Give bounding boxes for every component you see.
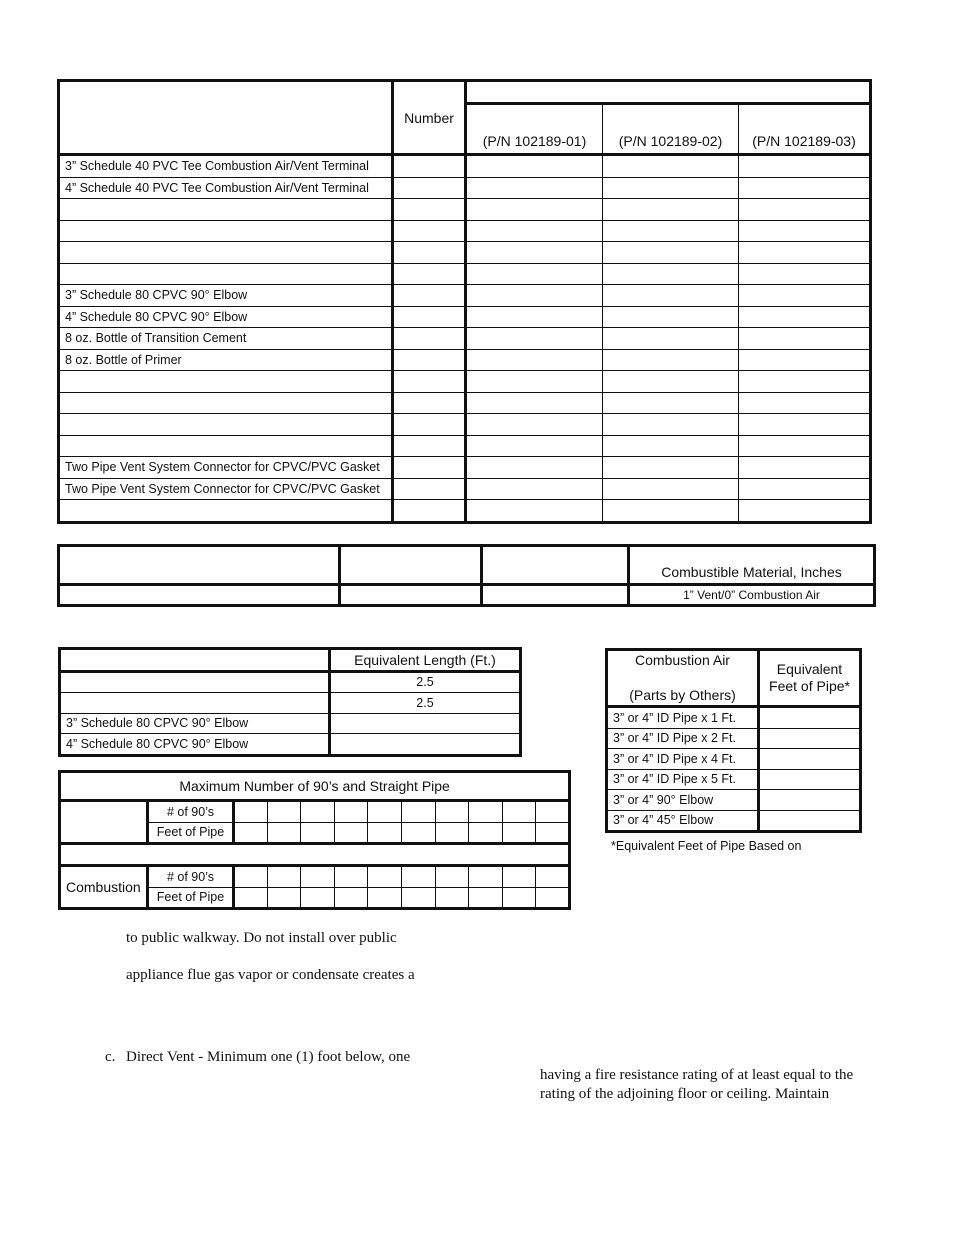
kit-cell [603,155,739,178]
max-90s-table [58,770,571,910]
equiv-value: 2.5 [330,693,521,714]
parts-table [57,79,872,524]
grid-cell [268,801,301,823]
part-description [59,500,393,523]
grid-cell [469,801,503,823]
combustion-air-part: 3” or 4” 45° Elbow [607,810,759,832]
clearance-cell [482,585,629,606]
grid-cell [234,866,268,888]
kit-cell [603,285,739,307]
table-row [59,199,871,221]
parts-header-blank [59,81,393,155]
equiv-label: 4” Schedule 80 CPVC 90° Elbow [60,734,330,756]
table-row [59,285,871,307]
table-row [607,769,861,790]
grid-cell [503,801,536,823]
separator-cell [60,844,570,866]
equivalent-feet-header [759,650,861,707]
part-description [59,263,393,285]
kit-cell [603,220,739,242]
kit-cell [603,478,739,500]
part-description: 4” Schedule 40 PVC Tee Combustion Air/Vent Terminal [59,177,393,199]
equiv-label: 3” Schedule 80 CPVC 90° Elbow [60,713,330,734]
part-number-cell [393,199,466,221]
grid-cell [335,887,368,909]
grid-cell [503,887,536,909]
table-row [60,866,570,888]
table-row [59,306,871,328]
part-number-cell [393,285,466,307]
grid-cell [368,801,402,823]
kit-cell [466,500,603,523]
grid-cell [503,822,536,844]
grid-cell [368,822,402,844]
combustion-air-header-line1: Combustion Air [635,651,730,668]
table-row [607,810,861,832]
combustion-air-header-line2: (Parts by Others) [629,686,736,703]
grid-cell [268,887,301,909]
kit-cell [466,263,603,285]
equiv-label [60,693,330,714]
body-text-line: having a fire resistance rating of at least equal to the [540,1067,854,1083]
part-number-cell [393,155,466,178]
kit-cell [739,155,871,178]
clearance-cell [59,546,340,585]
kit-cell [466,177,603,199]
kit-cell [466,478,603,500]
kit-cell [603,242,739,264]
part-description [59,435,393,457]
combustible-material-header: Combustible Material, Inches [629,546,875,585]
part-number-cell [393,220,466,242]
grid-cell [536,887,570,909]
equiv-value [330,713,521,734]
kit-cell [603,328,739,350]
grid-cell [436,801,469,823]
kit-cell [739,392,871,414]
grid-cell [234,887,268,909]
kit-cell [466,242,603,264]
kit-cell [739,414,871,436]
kit-cell [466,199,603,221]
kit-cell [466,285,603,307]
kit-cell [466,220,603,242]
kit-cell [603,263,739,285]
equivalent-feet-value [759,810,861,832]
kit-cell [739,457,871,479]
part-description: 8 oz. Bottle of Transition Cement [59,328,393,350]
combustion-air-part: 3” or 4” ID Pipe x 5 Ft. [607,769,759,790]
kit-cell [739,500,871,523]
row-label-90s: # of 90’s [148,866,234,888]
part-description [59,392,393,414]
grid-cell [536,822,570,844]
equivalent-feet-header-line1: Equivalent [776,660,843,677]
grid-cell [268,822,301,844]
number-header: Number [393,81,466,155]
kit-cell [466,371,603,393]
table-row [59,328,871,350]
grid-cell [301,822,335,844]
table-row [607,707,861,729]
group-label [60,801,148,844]
grid-cell [335,822,368,844]
table-row [59,414,871,436]
part-number-cell [393,349,466,371]
equivalent-feet-footnote: *Equivalent Feet of Pipe Based on [611,839,802,853]
kit-cell [603,199,739,221]
grid-cell [301,801,335,823]
table-row [59,435,871,457]
equivalent-feet-value [759,707,861,729]
equivalent-feet-value [759,749,861,770]
kit-cell [739,220,871,242]
kit-column-02: (P/N 102189-02) [603,104,739,155]
kit-cell [603,457,739,479]
table-row [607,749,861,770]
grid-cell [268,866,301,888]
part-description: 4” Schedule 80 CPVC 90° Elbow [59,306,393,328]
grid-cell [436,866,469,888]
body-text-line: Direct Vent - Minimum one (1) foot below, one [126,1049,411,1065]
max-90s-title: Maximum Number of 90’s and Straight Pipe [60,772,570,801]
combustion-air-table [605,648,862,833]
table-row [59,392,871,414]
grid-cell [503,866,536,888]
combustion-air-part: 3” or 4” ID Pipe x 2 Ft. [607,728,759,749]
clearance-cell [482,546,629,585]
part-description: 3” Schedule 80 CPVC 90° Elbow [59,285,393,307]
kit-cell [739,435,871,457]
combustion-air-header [607,650,759,707]
row-label-90s: # of 90’s [148,801,234,823]
body-text-line: appliance flue gas vapor or condensate creates a [126,967,415,983]
grid-cell [402,866,436,888]
equiv-label [60,671,330,693]
part-number-cell [393,435,466,457]
equivalent-feet-value [759,728,861,749]
body-text-line: to public walkway. Do not install over public [126,930,397,946]
equivalent-feet-value [759,790,861,811]
grid-cell [335,801,368,823]
part-number-cell [393,177,466,199]
part-description [59,242,393,264]
kit-cell [739,328,871,350]
grid-cell [402,822,436,844]
grid-cell [234,822,268,844]
kit-cell [603,371,739,393]
kit-cell [466,349,603,371]
part-description [59,414,393,436]
grid-cell [335,866,368,888]
kit-cell [603,392,739,414]
grid-cell [536,801,570,823]
part-number-cell [393,263,466,285]
equivalent-length-table [58,647,522,757]
grid-cell [301,866,335,888]
kit-cell [466,392,603,414]
grid-cell [536,866,570,888]
kit-cell [739,285,871,307]
kit-cell [739,349,871,371]
part-description: Two Pipe Vent System Connector for CPVC/PVC Gasket [59,478,393,500]
equivalent-feet-value [759,769,861,790]
grid-cell [368,887,402,909]
kit-group-header [466,81,871,104]
grid-cell [436,822,469,844]
equiv-header-blank [60,649,330,672]
kit-cell [603,349,739,371]
table-row [607,728,861,749]
part-number-cell [393,414,466,436]
kit-cell [739,242,871,264]
kit-cell [466,435,603,457]
part-description: 8 oz. Bottle of Primer [59,349,393,371]
table-row [59,242,871,264]
table-row [59,220,871,242]
grid-cell [301,887,335,909]
combustion-air-part: 3” or 4” 90° Elbow [607,790,759,811]
kit-cell [739,478,871,500]
kit-cell [603,414,739,436]
list-marker: c. [105,1049,116,1065]
grid-cell [234,801,268,823]
kit-cell [739,371,871,393]
clearance-cell [340,546,482,585]
part-number-cell [393,500,466,523]
clearance-cell [340,585,482,606]
table-row [59,457,871,479]
part-number-cell [393,457,466,479]
kit-cell [603,500,739,523]
table-row [59,349,871,371]
kit-cell [739,306,871,328]
row-label-feet: Feet of Pipe [148,822,234,844]
kit-cell [466,414,603,436]
kit-column-03: (P/N 102189-03) [739,104,871,155]
clearance-cell [59,585,340,606]
combustion-air-part: 3” or 4” ID Pipe x 1 Ft. [607,707,759,729]
part-number-cell [393,392,466,414]
clearance-value: 1” Vent/0” Combustion Air [629,585,875,606]
kit-cell [739,177,871,199]
equivalent-length-header: Equivalent Length (Ft.) [330,649,521,672]
part-number-cell [393,328,466,350]
part-description [59,220,393,242]
part-number-cell [393,242,466,264]
kit-cell [466,328,603,350]
grid-cell [469,887,503,909]
part-description [59,371,393,393]
kit-cell [603,306,739,328]
kit-cell [466,306,603,328]
part-description: 3” Schedule 40 PVC Tee Combustion Air/Vent Terminal [59,155,393,178]
kit-cell [739,199,871,221]
grid-cell [402,887,436,909]
equivalent-feet-header-line2: Feet of Pipe* [769,678,850,694]
group-label: Combustion [60,866,148,909]
combustion-air-part: 3” or 4” ID Pipe x 4 Ft. [607,749,759,770]
equiv-value [330,734,521,756]
part-number-cell [393,306,466,328]
table-row [59,500,871,523]
separator-row [60,844,570,866]
kit-cell [466,457,603,479]
kit-cell [466,155,603,178]
table-row [60,801,570,823]
body-text-line: rating of the adjoining floor or ceiling. Maintain [540,1086,830,1102]
kit-cell [603,177,739,199]
grid-cell [402,801,436,823]
kit-cell [603,435,739,457]
table-row [59,177,871,199]
row-label-feet: Feet of Pipe [148,887,234,909]
kit-column-01: (P/N 102189-01) [466,104,603,155]
table-row [59,263,871,285]
kit-cell [739,263,871,285]
part-number-cell [393,478,466,500]
clearance-table [57,544,876,607]
part-description: Two Pipe Vent System Connector for CPVC/PVC Gasket [59,457,393,479]
table-row [59,371,871,393]
table-row [59,478,871,500]
grid-cell [436,887,469,909]
part-number-cell [393,371,466,393]
grid-cell [469,822,503,844]
equiv-value: 2.5 [330,671,521,693]
table-row [607,790,861,811]
grid-cell [368,866,402,888]
part-description [59,199,393,221]
grid-cell [469,866,503,888]
table-row [59,155,871,178]
